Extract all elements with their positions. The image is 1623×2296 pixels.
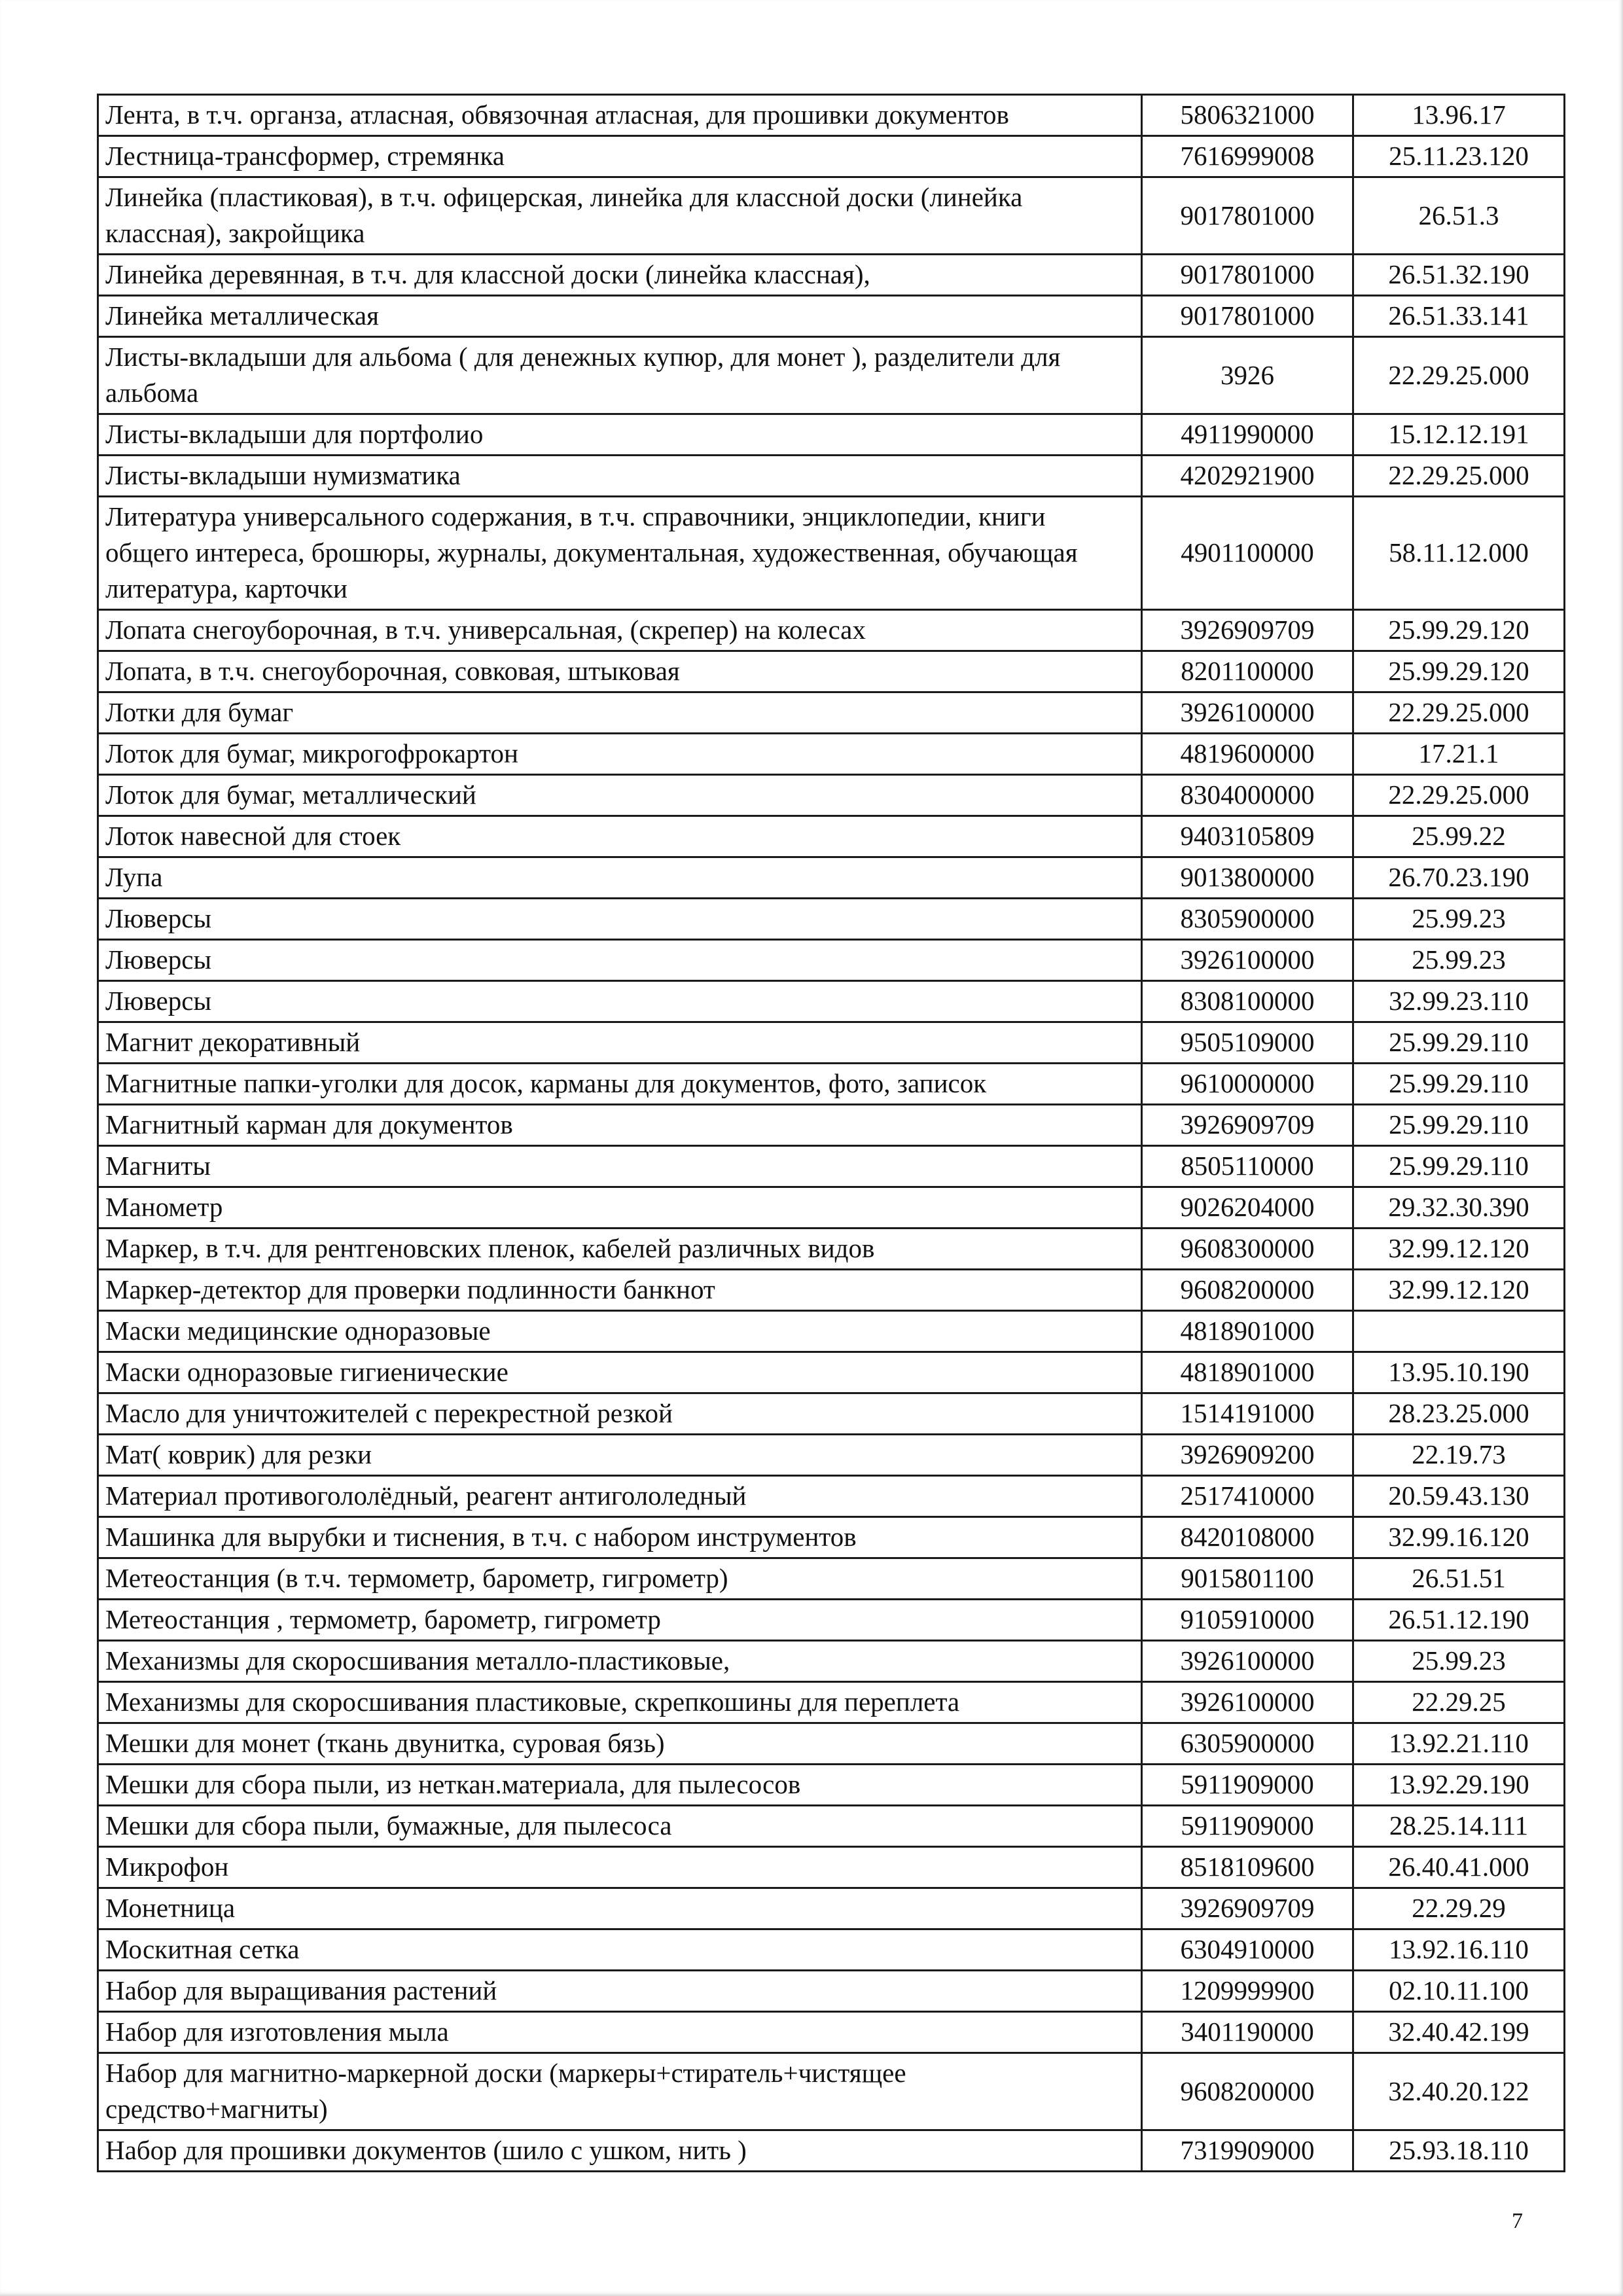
tnved-code-cell: 4818901000: [1142, 1311, 1353, 1352]
okpd2-code-cell: 25.99.23: [1353, 1641, 1565, 1682]
tnved-code-cell: 9608200000: [1142, 1270, 1353, 1311]
table-row: [98, 1311, 1565, 1352]
page-number: 7: [1512, 2209, 1523, 2233]
tnved-code-cell: 6304910000: [1142, 1929, 1353, 1971]
okpd2-code-cell: 28.23.25.000: [1353, 1393, 1565, 1435]
item-name-cell: Набор для магнитно-маркерной доски (маркеры+стиратель+чистящее средство+магниты): [98, 2053, 1142, 2130]
table-row: [98, 1723, 1565, 1765]
okpd2-code-cell: 58.11.12.000: [1353, 497, 1565, 610]
okpd2-code-cell: 22.29.25.000: [1353, 692, 1565, 734]
tnved-code-cell: 9610000000: [1142, 1064, 1353, 1105]
table-row: [98, 981, 1565, 1022]
item-name-cell: Лотки для бумаг: [98, 692, 1142, 734]
tnved-code-cell: 4819600000: [1142, 734, 1353, 775]
item-name-cell: Набор для прошивки документов (шило с ушком, нить ): [98, 2130, 1142, 2172]
tnved-code-cell: 1209999900: [1142, 1971, 1353, 2012]
item-name-cell: Манометр: [98, 1187, 1142, 1229]
item-name-cell: Масло для уничтожителей с перекрестной резкой: [98, 1393, 1142, 1435]
item-name-cell: Машинка для вырубки и тиснения, в т.ч. с набором инструментов: [98, 1517, 1142, 1558]
tnved-code-cell: 3926909709: [1142, 1888, 1353, 1929]
tnved-code-cell: 8304000000: [1142, 775, 1353, 816]
tnved-code-cell: 4901100000: [1142, 497, 1353, 610]
okpd2-code-cell: 13.96.17: [1353, 95, 1565, 136]
okpd2-code-cell: 32.99.23.110: [1353, 981, 1565, 1022]
tnved-code-cell: 9026204000: [1142, 1187, 1353, 1229]
tnved-code-cell: 5911909000: [1142, 1765, 1353, 1806]
item-name-cell: Лоток для бумаг, металлический: [98, 775, 1142, 816]
table-row: [98, 1558, 1565, 1600]
table-row: [98, 1765, 1565, 1806]
item-name-cell: Люверсы: [98, 981, 1142, 1022]
tnved-code-cell: 8308100000: [1142, 981, 1353, 1022]
okpd2-code-cell: 15.12.12.191: [1353, 414, 1565, 456]
okpd2-code-cell: 26.70.23.190: [1353, 857, 1565, 899]
okpd2-code-cell: 13.95.10.190: [1353, 1352, 1565, 1393]
okpd2-code-cell: 25.99.29.110: [1353, 1064, 1565, 1105]
item-name-cell: Магниты: [98, 1146, 1142, 1187]
tnved-code-cell: 9505109000: [1142, 1022, 1353, 1064]
item-name-cell: Лопата, в т.ч. снегоуборочная, совковая, штыковая: [98, 651, 1142, 692]
tnved-code-cell: 8518109600: [1142, 1847, 1353, 1888]
okpd2-code-cell: 28.25.14.111: [1353, 1806, 1565, 1847]
table-row: [98, 1105, 1565, 1146]
item-name-cell: Мешки для монет (ткань двунитка, суровая бязь): [98, 1723, 1142, 1765]
table-row: [98, 610, 1565, 651]
okpd2-code-cell: 25.99.22: [1353, 816, 1565, 857]
item-name-cell: Набор для выращивания растений: [98, 1971, 1142, 2012]
okpd2-code-cell: 32.40.20.122: [1353, 2053, 1565, 2130]
goods-table-body: [98, 95, 1565, 2172]
item-name-cell: Линейка металлическая: [98, 296, 1142, 337]
table-row: [98, 296, 1565, 337]
item-name-cell: Метеостанция , термометр, барометр, гигрометр: [98, 1600, 1142, 1641]
item-name-cell: Мешки для сбора пыли, из неткан.материала, для пылесосов: [98, 1765, 1142, 1806]
table-row: [98, 1476, 1565, 1517]
tnved-code-cell: 8305900000: [1142, 899, 1353, 940]
tnved-code-cell: 9608200000: [1142, 2053, 1353, 2130]
okpd2-code-cell: 26.51.3: [1353, 177, 1565, 255]
tnved-code-cell: 4818901000: [1142, 1352, 1353, 1393]
table-row: [98, 414, 1565, 456]
item-name-cell: Лестница-трансформер, стремянка: [98, 136, 1142, 177]
tnved-code-cell: 3926909709: [1142, 610, 1353, 651]
okpd2-code-cell: 26.40.41.000: [1353, 1847, 1565, 1888]
table-row: [98, 899, 1565, 940]
item-name-cell: Лоток навесной для стоек: [98, 816, 1142, 857]
item-name-cell: Линейка деревянная, в т.ч. для классной доски (линейка классная),: [98, 255, 1142, 296]
okpd2-code-cell: 26.51.12.190: [1353, 1600, 1565, 1641]
tnved-code-cell: 2517410000: [1142, 1476, 1353, 1517]
okpd2-code-cell: 22.19.73: [1353, 1435, 1565, 1476]
item-name-cell: Материал противогололёдный, реагент антигололедный: [98, 1476, 1142, 1517]
tnved-code-cell: 3926100000: [1142, 940, 1353, 981]
item-name-cell: Метеостанция (в т.ч. термометр, барометр, гигрометр): [98, 1558, 1142, 1600]
table-row: [98, 1146, 1565, 1187]
table-row: [98, 1229, 1565, 1270]
okpd2-code-cell: 02.10.11.100: [1353, 1971, 1565, 2012]
okpd2-code-cell: 26.51.33.141: [1353, 296, 1565, 337]
item-name-cell: Магнитные папки-уголки для досок, карманы для документов, фото, записок: [98, 1064, 1142, 1105]
table-row: [98, 456, 1565, 497]
table-row: [98, 2053, 1565, 2130]
okpd2-code-cell: 32.99.16.120: [1353, 1517, 1565, 1558]
okpd2-code-cell: 25.99.29.110: [1353, 1022, 1565, 1064]
tnved-code-cell: 4202921900: [1142, 456, 1353, 497]
item-name-cell: Лопата снегоуборочная, в т.ч. универсальная, (скрепер) на колесах: [98, 610, 1142, 651]
okpd2-code-cell: 22.29.25.000: [1353, 775, 1565, 816]
item-name-cell: Листы-вкладыши нумизматика: [98, 456, 1142, 497]
tnved-code-cell: 9017801000: [1142, 177, 1353, 255]
item-name-cell: Мешки для сбора пыли, бумажные, для пылесоса: [98, 1806, 1142, 1847]
okpd2-code-cell: 25.99.23: [1353, 940, 1565, 981]
table-row: [98, 734, 1565, 775]
item-name-cell: Люверсы: [98, 899, 1142, 940]
item-name-cell: Микрофон: [98, 1847, 1142, 1888]
okpd2-code-cell: 25.99.29.110: [1353, 1146, 1565, 1187]
okpd2-code-cell: 13.92.29.190: [1353, 1765, 1565, 1806]
okpd2-code-cell: 25.99.29.120: [1353, 610, 1565, 651]
item-name-cell: Мат( коврик) для резки: [98, 1435, 1142, 1476]
item-name-cell: Магнит декоративный: [98, 1022, 1142, 1064]
okpd2-code-cell: 17.21.1: [1353, 734, 1565, 775]
table-row: [98, 692, 1565, 734]
goods-table-container: [97, 94, 1551, 2172]
tnved-code-cell: 3926909200: [1142, 1435, 1353, 1476]
tnved-code-cell: 9013800000: [1142, 857, 1353, 899]
okpd2-code-cell: 25.99.23: [1353, 899, 1565, 940]
tnved-code-cell: 8505110000: [1142, 1146, 1353, 1187]
table-row: [98, 1352, 1565, 1393]
table-row: [98, 816, 1565, 857]
table-row: [98, 1022, 1565, 1064]
okpd2-code-cell: 20.59.43.130: [1353, 1476, 1565, 1517]
item-name-cell: Лупа: [98, 857, 1142, 899]
tnved-code-cell: 3926909709: [1142, 1105, 1353, 1146]
okpd2-code-cell: 13.92.16.110: [1353, 1929, 1565, 1971]
okpd2-code-cell: 25.99.29.110: [1353, 1105, 1565, 1146]
tnved-code-cell: 3926: [1142, 337, 1353, 414]
okpd2-code-cell: 22.29.29: [1353, 1888, 1565, 1929]
table-row: [98, 1682, 1565, 1723]
item-name-cell: Литература универсального содержания, в т.ч. справочники, энциклопедии, книги общего интереса, брошюры, журналы, документальная, художественная, обучающая литература, карточки: [98, 497, 1142, 610]
okpd2-code-cell: 32.99.12.120: [1353, 1270, 1565, 1311]
table-row: [98, 940, 1565, 981]
item-name-cell: Лоток для бумаг, микрогофрокартон: [98, 734, 1142, 775]
okpd2-code-cell: 25.99.29.120: [1353, 651, 1565, 692]
okpd2-code-cell: 32.99.12.120: [1353, 1229, 1565, 1270]
table-row: [98, 177, 1565, 255]
table-row: [98, 857, 1565, 899]
okpd2-code-cell: 22.29.25.000: [1353, 337, 1565, 414]
tnved-code-cell: 5806321000: [1142, 95, 1353, 136]
tnved-code-cell: 1514191000: [1142, 1393, 1353, 1435]
item-name-cell: Листы-вкладыши для портфолио: [98, 414, 1142, 456]
okpd2-code-cell: 26.51.32.190: [1353, 255, 1565, 296]
table-row: [98, 95, 1565, 136]
item-name-cell: Маски медицинские одноразовые: [98, 1311, 1142, 1352]
tnved-code-cell: 7616999008: [1142, 136, 1353, 177]
table-row: [98, 1971, 1565, 2012]
okpd2-code-cell: 22.29.25.000: [1353, 456, 1565, 497]
item-name-cell: Монетница: [98, 1888, 1142, 1929]
item-name-cell: Люверсы: [98, 940, 1142, 981]
tnved-code-cell: 8201100000: [1142, 651, 1353, 692]
item-name-cell: Механизмы для скоросшивания металло-пластиковые,: [98, 1641, 1142, 1682]
okpd2-code-cell: [1353, 1311, 1565, 1352]
tnved-code-cell: 5911909000: [1142, 1806, 1353, 1847]
item-name-cell: Линейка (пластиковая), в т.ч. офицерская, линейка для классной доски (линейка классная), закройщика: [98, 177, 1142, 255]
okpd2-code-cell: 32.40.42.199: [1353, 2012, 1565, 2053]
tnved-code-cell: 9105910000: [1142, 1600, 1353, 1641]
item-name-cell: Набор для изготовления мыла: [98, 2012, 1142, 2053]
item-name-cell: Механизмы для скоросшивания пластиковые, скрепкошины для переплета: [98, 1682, 1142, 1723]
table-row: [98, 1641, 1565, 1682]
item-name-cell: Москитная сетка: [98, 1929, 1142, 1971]
table-row: [98, 1393, 1565, 1435]
table-row: [98, 775, 1565, 816]
item-name-cell: Лента, в т.ч. органза, атласная, обвязочная атласная, для прошивки документов: [98, 95, 1142, 136]
table-row: [98, 1847, 1565, 1888]
okpd2-code-cell: 22.29.25: [1353, 1682, 1565, 1723]
okpd2-code-cell: 25.11.23.120: [1353, 136, 1565, 177]
tnved-code-cell: 8420108000: [1142, 1517, 1353, 1558]
tnved-code-cell: 3926100000: [1142, 692, 1353, 734]
table-row: [98, 2130, 1565, 2172]
table-row: [98, 136, 1565, 177]
goods-classification-table: [97, 94, 1565, 2172]
table-row: [98, 1929, 1565, 1971]
tnved-code-cell: 9017801000: [1142, 255, 1353, 296]
okpd2-code-cell: 25.93.18.110: [1353, 2130, 1565, 2172]
table-row: [98, 255, 1565, 296]
table-row: [98, 2012, 1565, 2053]
table-row: [98, 1270, 1565, 1311]
table-row: [98, 1806, 1565, 1847]
table-row: [98, 1517, 1565, 1558]
item-name-cell: Маркер-детектор для проверки подлинности банкнот: [98, 1270, 1142, 1311]
table-row: [98, 1435, 1565, 1476]
okpd2-code-cell: 29.32.30.390: [1353, 1187, 1565, 1229]
table-row: [98, 1064, 1565, 1105]
tnved-code-cell: 3926100000: [1142, 1641, 1353, 1682]
tnved-code-cell: 9608300000: [1142, 1229, 1353, 1270]
item-name-cell: Маски одноразовые гигиенические: [98, 1352, 1142, 1393]
table-row: [98, 1888, 1565, 1929]
table-row: [98, 1187, 1565, 1229]
table-row: [98, 1600, 1565, 1641]
item-name-cell: Маркер, в т.ч. для рентгеновских пленок, кабелей различных видов: [98, 1229, 1142, 1270]
tnved-code-cell: 3401190000: [1142, 2012, 1353, 2053]
tnved-code-cell: 4911990000: [1142, 414, 1353, 456]
tnved-code-cell: 7319909000: [1142, 2130, 1353, 2172]
tnved-code-cell: 9403105809: [1142, 816, 1353, 857]
tnved-code-cell: 9017801000: [1142, 296, 1353, 337]
item-name-cell: Листы-вкладыши для альбома ( для денежных купюр, для монет ), разделители для альбома: [98, 337, 1142, 414]
okpd2-code-cell: 13.92.21.110: [1353, 1723, 1565, 1765]
tnved-code-cell: 6305900000: [1142, 1723, 1353, 1765]
table-row: [98, 651, 1565, 692]
item-name-cell: Магнитный карман для документов: [98, 1105, 1142, 1146]
okpd2-code-cell: 26.51.51: [1353, 1558, 1565, 1600]
tnved-code-cell: 9015801100: [1142, 1558, 1353, 1600]
tnved-code-cell: 3926100000: [1142, 1682, 1353, 1723]
table-row: [98, 337, 1565, 414]
table-row: [98, 497, 1565, 610]
